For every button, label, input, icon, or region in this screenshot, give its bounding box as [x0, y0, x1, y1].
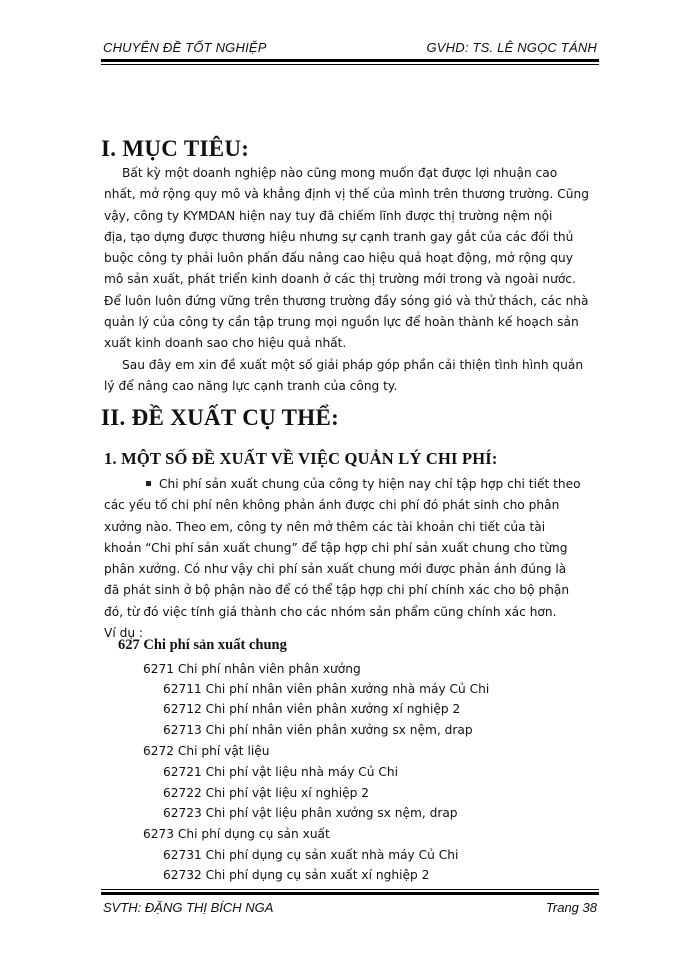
account-62712: 62712 Chi phí nhân viên phân xưởng xí nghiệp 2: [163, 702, 461, 716]
text-line: Bất kỳ một doanh nghiệp nào cũng mong muốn đạt được lợi nhuận cao: [122, 166, 558, 180]
bullet-square-icon: [146, 481, 151, 486]
account-6271: 6271 Chi phí nhân viên phân xưởng: [143, 662, 361, 676]
footer-rule-thin: [101, 889, 599, 890]
account-62732: 62732 Chi phí dụng cụ sản xuất xí nghiệp 2: [163, 868, 430, 882]
text-line: phân xưởng. Có như vậy chi phí sản xuất chung mới được phản ánh đúng là: [104, 562, 567, 577]
account-62713: 62713 Chi phí nhân viên phân xưởng sx nệm, drap: [163, 723, 473, 737]
page-header: [101, 34, 599, 58]
header-right-text: GVHD: TS. LÊ NGỌC TÁNH: [426, 40, 597, 55]
text-line: vậy, công ty KYMDAN hiện nay tuy đã chiếm lĩnh được thị trường nệm nội: [104, 208, 553, 223]
text-line: xuất kinh doanh sao cho hiệu quả nhất.: [104, 336, 347, 351]
text-line: buộc công ty phải luôn phấn đấu nâng cao hiệu quả hoạt động, mở rộng quy: [104, 251, 573, 266]
text-line: Chi phí sản xuất chung của công ty hiện nay chỉ tập hợp chi tiết theo: [159, 477, 581, 491]
account-627-title: 627 Chi phí sản xuất chung: [118, 637, 287, 653]
account-6272: 6272 Chi phí vật liệu: [143, 744, 270, 758]
text-line: các yếu tố chi phí nên không phản ánh được chi phí đó phát sinh cho phân: [104, 498, 560, 513]
footer-left-text: SVTH: ĐẶNG THỊ BÍCH NGA: [103, 900, 274, 915]
text-line: mô sản xuất, phát triển kinh doanh ở các thị trường mới trong và ngoài nước.: [104, 272, 576, 287]
header-rule-thick: [101, 59, 599, 62]
footer-rule-thick: [101, 892, 599, 895]
account-62711: 62711 Chi phí nhân viên phân xưởng nhà máy Củ Chi: [163, 682, 490, 696]
text-line: địa, tạo dựng được thương hiệu nhưng sự cạnh tranh gay gắt của các đối thủ: [104, 229, 574, 244]
account-62723: 62723 Chi phí vật liệu phân xưởng sx nệm, drap: [163, 806, 458, 820]
account-62722: 62722 Chi phí vật liệu xí nghiệp 2: [163, 786, 369, 800]
section-2-title: II. ĐỀ XUẤT CỤ THỂ:: [101, 405, 340, 430]
subsection-1-title: 1. MỘT SỐ ĐỀ XUẤT VỀ VIỆC QUẢN LÝ CHI PHÍ:: [104, 449, 498, 468]
text-line: Để luôn luôn đứng vững trên thương trường đầy sóng gió và thử thách, các nhà: [104, 293, 589, 308]
text-line: khoản “Chi phí sản xuất chung” để tập hợp chi phí sản xuất chung cho từng: [104, 540, 568, 555]
page-number: Trang 38: [545, 900, 597, 915]
section-1-title: I. MỤC TIÊU:: [101, 136, 250, 161]
text-line: quản lý của công ty cần tập trung mọi nguồn lực để hoàn thành kế hoạch sản: [104, 315, 579, 330]
section-1-paragraph-1: [104, 163, 598, 355]
text-line: lý để nâng cao năng lực cạnh tranh của công ty.: [104, 379, 398, 394]
account-6273: 6273 Chi phí dụng cụ sản xuất: [143, 827, 330, 841]
text-line: xưởng nào. Theo em, công ty nên mở thêm các tài khoản chi tiết của tài: [104, 519, 546, 534]
section-1-paragraph-2: [104, 355, 598, 398]
text-line: đã phát sinh ở bộ phận nào để có thể tập hợp chi phí chính xác cho bộ phận: [104, 583, 570, 598]
example-label: Ví dụ :: [104, 626, 144, 641]
account-62731: 62731 Chi phí dụng cụ sản xuất nhà máy Củ Chi: [163, 848, 459, 862]
text-line: nhất, mở rộng quy mô và khẳng định vị thế của mình trên thương trường. Cũng: [104, 187, 589, 202]
bullet-paragraph: [104, 474, 598, 644]
text-line: Sau đây em xin đề xuất một số giải pháp góp phần cải thiện tình hình quản: [122, 358, 584, 372]
header-rule-thin: [101, 64, 599, 65]
text-line: đó, từ đó việc tính giá thành cho các nhóm sản phẩm cũng chính xác hơn.: [104, 604, 557, 619]
account-62721: 62721 Chi phí vật liệu nhà máy Củ Chi: [163, 765, 399, 779]
header-left-text: CHUYÊN ĐỀ TỐT NGHIỆP: [103, 40, 267, 55]
